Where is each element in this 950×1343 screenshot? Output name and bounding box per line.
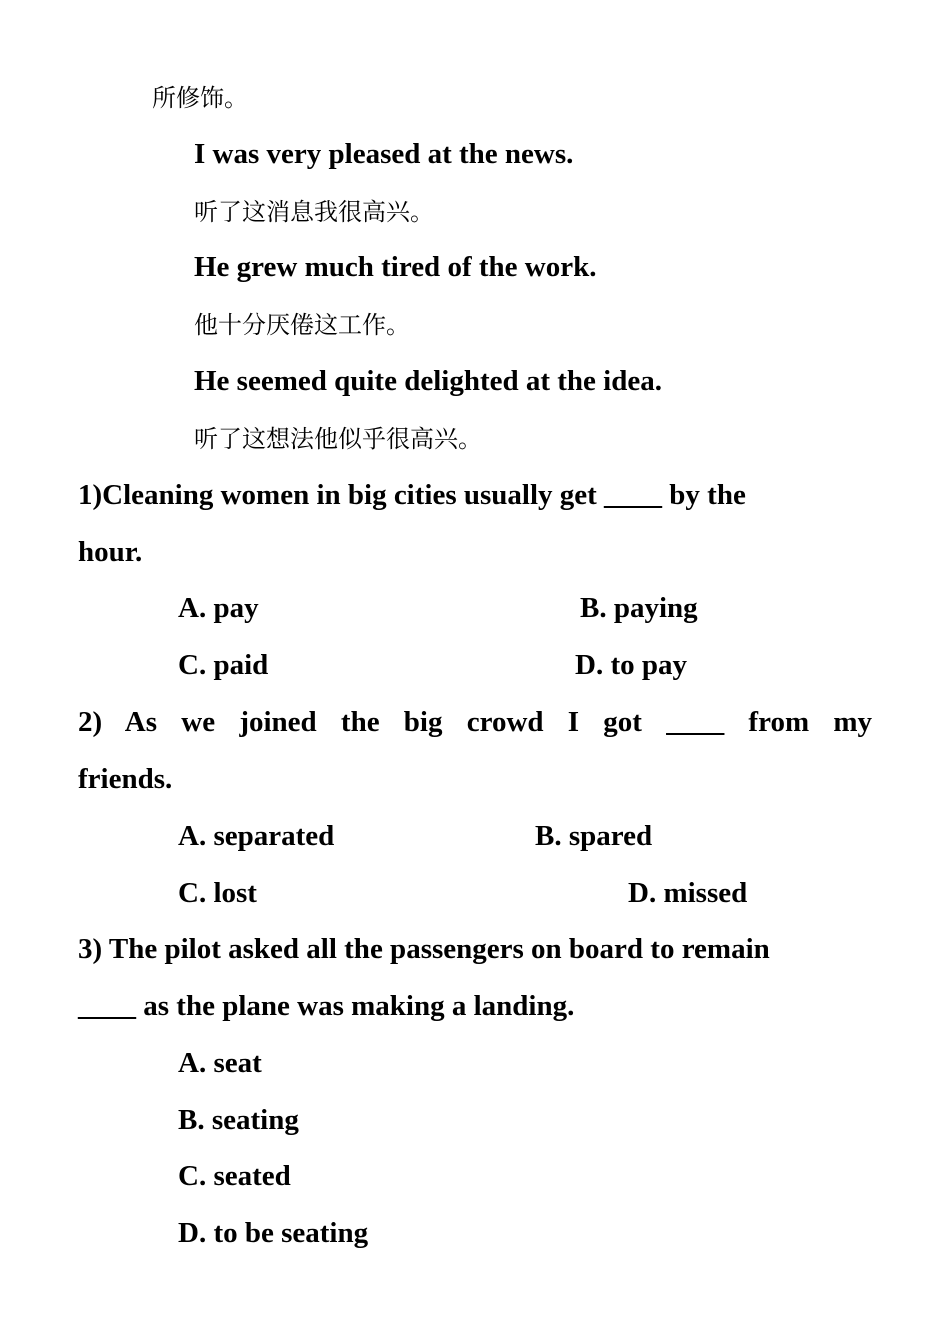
intro-tail-text: 所修饰。 [152,84,248,112]
example-1-chinese: 听了这消息我很高兴。 [194,198,434,226]
question-2-stem-continued: friends. [78,763,173,795]
question-3-option-a: A. seat [178,1047,262,1079]
question-3-stem-continued: ____ as the plane was making a landing. [78,990,575,1022]
question-2-option-b: B. spared [535,820,653,852]
question-1-option-c: C. paid [178,649,269,681]
question-1-option-b: B. paying [580,592,698,624]
question-3-option-b: B. seating [178,1104,299,1136]
example-2-chinese: 他十分厌倦这工作。 [194,311,410,339]
question-3-option-d: D. to be seating [178,1217,369,1249]
example-3-english: He seemed quite delighted at the idea. [194,365,662,397]
question-2-option-d: D. missed [628,877,748,909]
example-1-english: I was very pleased at the news. [194,138,574,170]
question-2-option-a: A. separated [178,820,335,852]
example-2-english: He grew much tired of the work. [194,251,597,283]
question-3-stem: 3) The pilot asked all the passengers on board to remain [78,933,770,965]
example-3-chinese: 听了这想法他似乎很高兴。 [194,425,482,453]
question-2-stem: 2) As we joined the big crowd I got ____ from my [78,706,872,738]
question-2-option-c: C. lost [178,877,257,909]
question-1-stem: 1)Cleaning women in big cities usually get ____ by the [78,479,746,511]
question-1-option-d: D. to pay [575,649,687,681]
question-1-stem-continued: hour. [78,536,143,568]
question-1-option-a: A. pay [178,592,259,624]
question-3-option-c: C. seated [178,1160,291,1192]
